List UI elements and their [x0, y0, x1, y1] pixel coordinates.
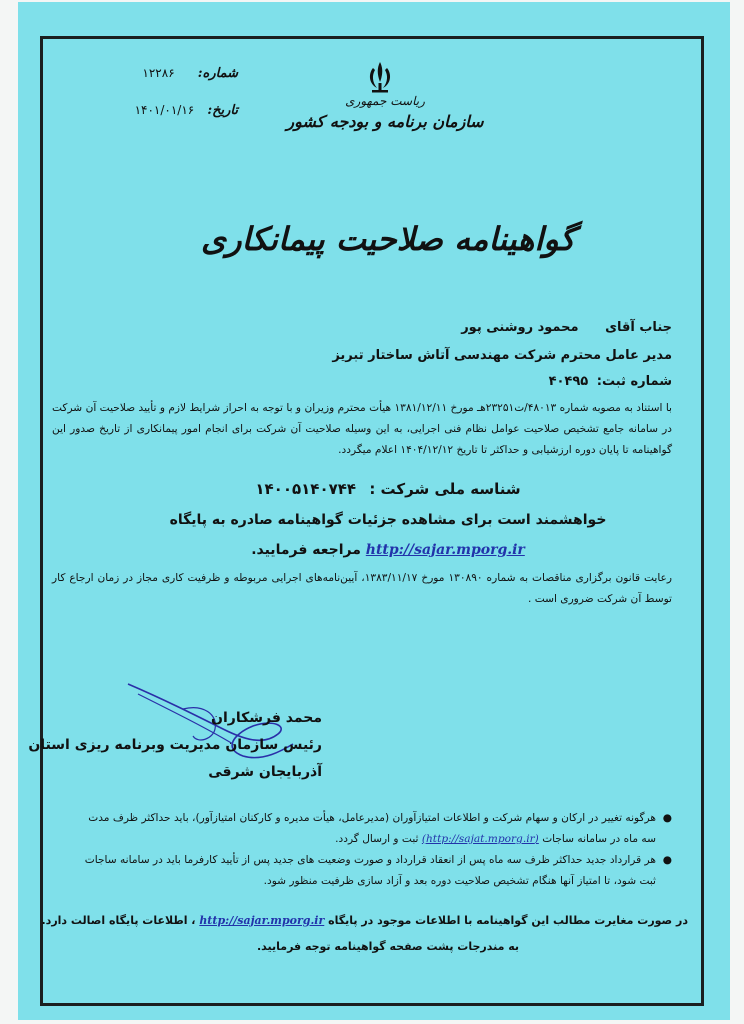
note-item	[72, 808, 672, 850]
national-id-line	[108, 480, 668, 498]
national-id-label: شناسه ملی شرکت :	[369, 480, 521, 498]
signatory-name: محمد فرشکاران	[211, 710, 322, 726]
organization-name: سازمان برنامه و بودجه کشور	[286, 112, 484, 131]
number-label: شماره:	[197, 66, 238, 81]
footer-text: در صورت مغایرت مطالب این گواهینامه با اطلاعات موجود در پایگاه	[328, 914, 688, 927]
bullet-icon: ●	[662, 812, 672, 824]
date-value: ۱۴۰۱/۰۱/۱۶	[134, 103, 195, 117]
certificate-number	[113, 62, 238, 81]
honorific: جناب آقای	[605, 320, 672, 335]
recipient-role: مدیر عامل محترم شرکت مهندسی آتاش ساختار تبریز	[332, 348, 672, 363]
recipient-line	[461, 320, 672, 335]
iran-emblem-icon	[365, 60, 395, 94]
footer-portal-link[interactable]: http://sajar.mporg.ir	[199, 914, 325, 927]
footer-backside-note: به مندرجات پشت صفحه گواهینامه توجه فرمایید.	[256, 940, 520, 953]
registration-line	[549, 374, 672, 389]
document-title: گواهینامه صلاحیت پیمانکاری	[201, 220, 575, 258]
signatory-province: آذربایجان شرقی	[208, 764, 322, 780]
bullet-icon: ●	[662, 854, 672, 866]
notes-list	[72, 808, 672, 892]
request-suffix: مراجعه فرمایید.	[251, 542, 361, 558]
footer-notice	[41, 914, 688, 927]
approval-paragraph: با استناد به مصوبه شماره ۴۸۰۱۳/ت۲۳۲۵۱هـ مورخ ۱۳۸۱/۱۲/۱۱ هیأت محترم وزیران و با توجه به احراز شرایط لازم و تأیید صلاحیت آن شرکت در سامانه جامع تشخیص صلاحیت عوامل نظام فنی اجرایی، به این وسیله صلاحیت آن شرکت برای انجام امور پیمانکاری از تاریخ صدور این گواهینامه تا پایان دوره ارزشیابی و حداکثر تا تاریخ ۱۴۰۴/۱۲/۱۲ اعلام میگردد.	[52, 402, 672, 456]
footer-text-end: ، اطلاعات پایگاه اصالت دارد.	[41, 914, 196, 927]
note-text-end: ثبت و ارسال گردد.	[335, 833, 419, 845]
note-text: هر قرارداد جدید حداکثر ظرف سه ماه پس از انعقاد قرارداد و صورت وضعیت های جدید پس از تأیید کارفرما باید در سامانه ساجات ثبت شود، تا امتیاز آنها هنگام تشخیص صلاحیت دوره بعد و آزاد سازی ظرفیت منظور شود.	[84, 854, 656, 887]
date-label: تاریخ:	[207, 103, 238, 118]
number-value: ۱۲۲۸۶	[142, 66, 175, 80]
tender-law-paragraph: رعایت قانون برگزاری مناقصات به شماره ۱۳۰۸۹۰ مورخ ۱۳۸۳/۱۱/۱۷، آیین‌نامه‌های اجرایی مربوطه و ظرفیت کاری مجاز در زمان ارجاع کار توسط آن شرکت ضروری است .	[52, 572, 672, 605]
note-text: هرگونه تغییر در ارکان و سهام شرکت و اطلاعات امتیازآوران (مدیرعامل، هیأت مدیره و کارکنان امتیازآور)، باید حداکثر ظرف مدت سه ماه در سامانه ساجات	[88, 812, 656, 845]
note-item	[72, 850, 672, 892]
registration-value: ۴۰۴۹۵	[548, 374, 589, 389]
certificate-sheet	[18, 2, 730, 1020]
registration-label: شماره ثبت:	[596, 374, 672, 389]
sajar-portal-link[interactable]: http://sajar.mporg.ir	[365, 542, 525, 558]
national-id-value: ۱۴۰۰۵۱۴۰۷۴۴	[255, 480, 357, 498]
recipient-name: محمود روشنی پور	[461, 320, 579, 335]
sajat-link[interactable]: (http://sajat.mporg.ir)	[421, 833, 539, 845]
presidency-label: ریاست جمهوری	[345, 94, 425, 108]
signatory-title: رئیس سازمان مدیریت وبرنامه ریزی استان	[28, 737, 322, 753]
portal-line	[108, 542, 668, 558]
request-line: خواهشمند است برای مشاهده جزئیات گواهینامه صادره به پایگاه	[169, 512, 607, 528]
certificate-date	[113, 99, 238, 118]
